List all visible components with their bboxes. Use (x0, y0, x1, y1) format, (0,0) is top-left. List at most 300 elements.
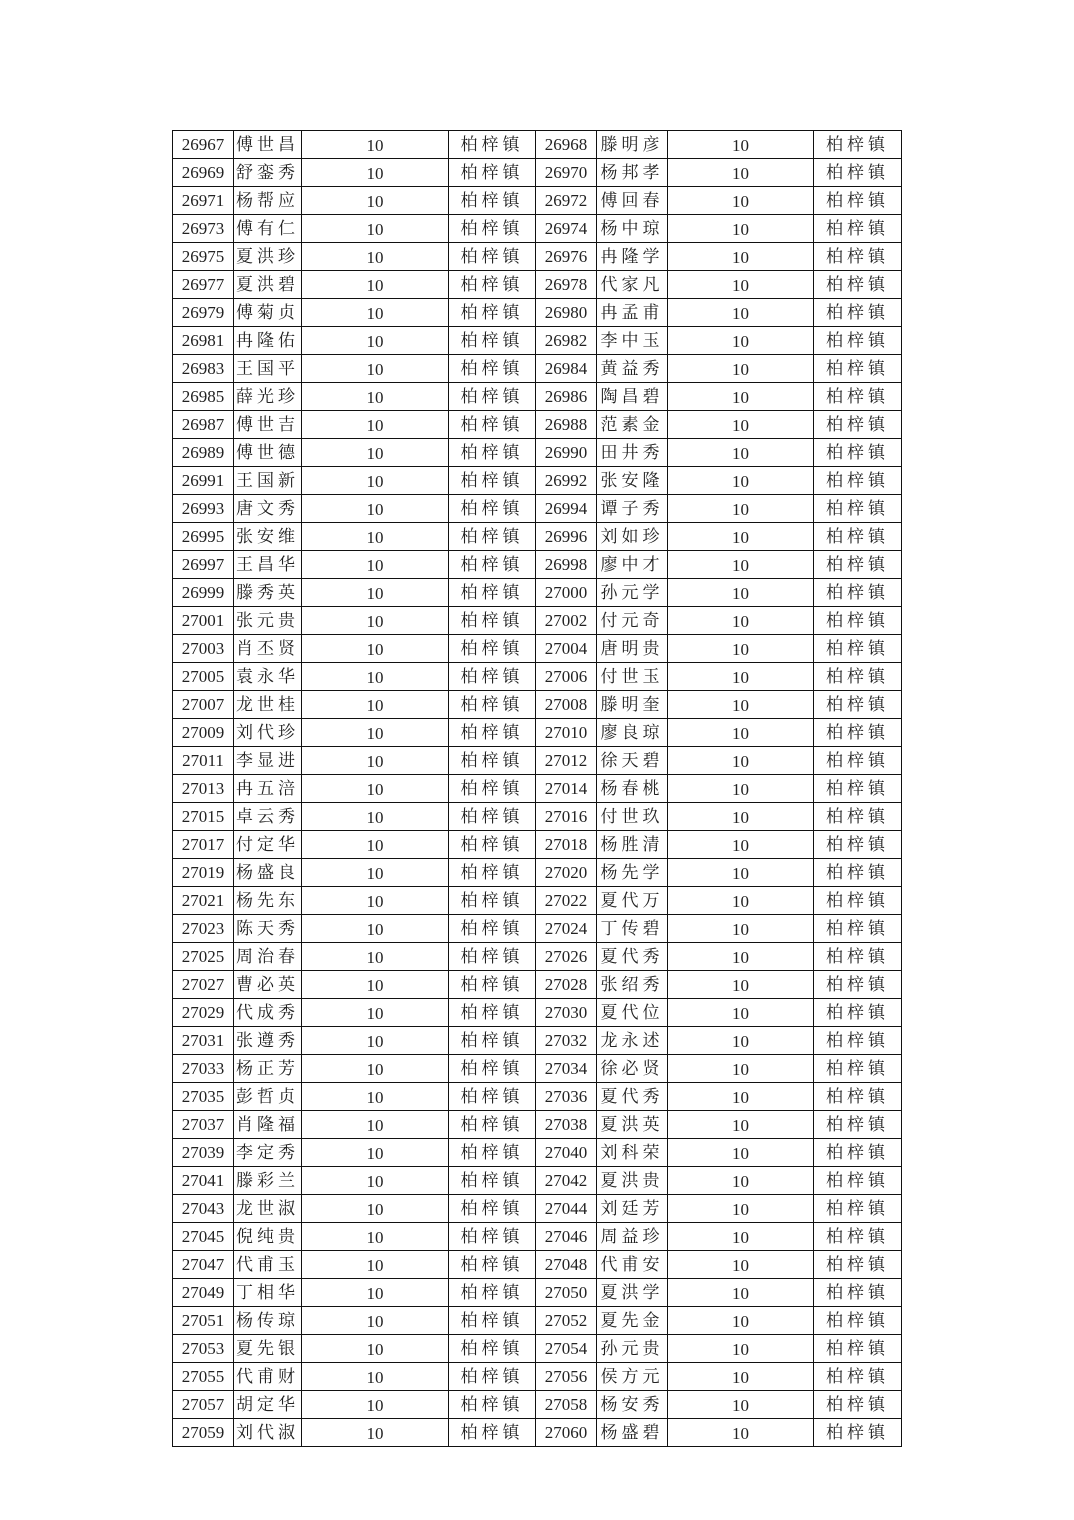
right-amount-cell: 10 (668, 243, 814, 271)
left-amount-cell: 10 (302, 607, 449, 635)
table-row (173, 999, 902, 1027)
right-id-cell: 27052 (536, 1307, 597, 1335)
right-amount-cell: 10 (668, 1139, 814, 1167)
right-id-cell: 27042 (536, 1167, 597, 1195)
right-town-cell: 柏梓镇 (814, 887, 902, 915)
left-amount-cell: 10 (302, 523, 449, 551)
left-name-cell: 陈天秀 (234, 915, 302, 943)
left-name-cell: 杨先东 (234, 887, 302, 915)
right-town-cell: 柏梓镇 (814, 999, 902, 1027)
right-name-cell: 侯方元 (597, 1363, 668, 1391)
left-town-cell: 柏梓镇 (449, 495, 536, 523)
left-amount-cell: 10 (302, 1195, 449, 1223)
table-row (173, 523, 902, 551)
right-amount-cell: 10 (668, 999, 814, 1027)
left-amount-cell: 10 (302, 1055, 449, 1083)
left-id-cell: 26989 (173, 439, 234, 467)
table-row (173, 1139, 902, 1167)
left-amount-cell: 10 (302, 1139, 449, 1167)
right-town-cell: 柏梓镇 (814, 439, 902, 467)
table-row (173, 215, 902, 243)
left-name-cell: 夏先银 (234, 1335, 302, 1363)
table-row (173, 243, 902, 271)
right-id-cell: 27034 (536, 1055, 597, 1083)
right-town-cell: 柏梓镇 (814, 1363, 902, 1391)
right-id-cell: 27056 (536, 1363, 597, 1391)
right-id-cell: 26992 (536, 467, 597, 495)
left-amount-cell: 10 (302, 1307, 449, 1335)
right-amount-cell: 10 (668, 915, 814, 943)
left-town-cell: 柏梓镇 (449, 1083, 536, 1111)
right-id-cell: 27028 (536, 971, 597, 999)
right-name-cell: 丁传碧 (597, 915, 668, 943)
right-id-cell: 26968 (536, 131, 597, 159)
left-name-cell: 滕秀英 (234, 579, 302, 607)
left-town-cell: 柏梓镇 (449, 1139, 536, 1167)
right-amount-cell: 10 (668, 1055, 814, 1083)
left-amount-cell: 10 (302, 1111, 449, 1139)
left-id-cell: 27055 (173, 1363, 234, 1391)
right-amount-cell: 10 (668, 1419, 814, 1447)
right-amount-cell: 10 (668, 663, 814, 691)
left-amount-cell: 10 (302, 243, 449, 271)
left-town-cell: 柏梓镇 (449, 383, 536, 411)
right-amount-cell: 10 (668, 187, 814, 215)
right-id-cell: 27032 (536, 1027, 597, 1055)
right-id-cell: 26994 (536, 495, 597, 523)
left-name-cell: 王国平 (234, 355, 302, 383)
right-id-cell: 26976 (536, 243, 597, 271)
right-amount-cell: 10 (668, 131, 814, 159)
right-town-cell: 柏梓镇 (814, 215, 902, 243)
left-amount-cell: 10 (302, 1251, 449, 1279)
left-name-cell: 袁永华 (234, 663, 302, 691)
right-name-cell: 付世玉 (597, 663, 668, 691)
left-town-cell: 柏梓镇 (449, 551, 536, 579)
left-town-cell: 柏梓镇 (449, 971, 536, 999)
right-name-cell: 付元奇 (597, 607, 668, 635)
left-amount-cell: 10 (302, 943, 449, 971)
left-name-cell: 卓云秀 (234, 803, 302, 831)
right-id-cell: 27012 (536, 747, 597, 775)
right-id-cell: 26970 (536, 159, 597, 187)
right-id-cell: 27058 (536, 1391, 597, 1419)
right-id-cell: 27054 (536, 1335, 597, 1363)
right-id-cell: 26984 (536, 355, 597, 383)
right-name-cell: 付世玖 (597, 803, 668, 831)
left-town-cell: 柏梓镇 (449, 1279, 536, 1307)
left-id-cell: 27035 (173, 1083, 234, 1111)
right-id-cell: 27020 (536, 859, 597, 887)
left-amount-cell: 10 (302, 411, 449, 439)
left-amount-cell: 10 (302, 691, 449, 719)
left-town-cell: 柏梓镇 (449, 159, 536, 187)
right-amount-cell: 10 (668, 1027, 814, 1055)
right-town-cell: 柏梓镇 (814, 271, 902, 299)
right-town-cell: 柏梓镇 (814, 411, 902, 439)
left-name-cell: 倪纯贵 (234, 1223, 302, 1251)
left-name-cell: 张元贵 (234, 607, 302, 635)
left-name-cell: 彭哲贞 (234, 1083, 302, 1111)
left-id-cell: 27047 (173, 1251, 234, 1279)
left-id-cell: 27051 (173, 1307, 234, 1335)
right-name-cell: 谭子秀 (597, 495, 668, 523)
left-id-cell: 27037 (173, 1111, 234, 1139)
right-id-cell: 27008 (536, 691, 597, 719)
table-row (173, 467, 902, 495)
right-name-cell: 刘科荣 (597, 1139, 668, 1167)
right-town-cell: 柏梓镇 (814, 1279, 902, 1307)
left-name-cell: 杨传琼 (234, 1307, 302, 1335)
left-id-cell: 26991 (173, 467, 234, 495)
left-name-cell: 唐文秀 (234, 495, 302, 523)
right-amount-cell: 10 (668, 775, 814, 803)
left-amount-cell: 10 (302, 999, 449, 1027)
left-name-cell: 王昌华 (234, 551, 302, 579)
right-id-cell: 27006 (536, 663, 597, 691)
right-id-cell: 26988 (536, 411, 597, 439)
right-name-cell: 唐明贵 (597, 635, 668, 663)
left-town-cell: 柏梓镇 (449, 803, 536, 831)
left-town-cell: 柏梓镇 (449, 467, 536, 495)
left-town-cell: 柏梓镇 (449, 1363, 536, 1391)
right-id-cell: 26996 (536, 523, 597, 551)
right-name-cell: 黄益秀 (597, 355, 668, 383)
table-row (173, 1335, 902, 1363)
table-row (173, 887, 902, 915)
right-id-cell: 27022 (536, 887, 597, 915)
left-amount-cell: 10 (302, 831, 449, 859)
left-name-cell: 刘代珍 (234, 719, 302, 747)
left-name-cell: 付定华 (234, 831, 302, 859)
right-name-cell: 杨先学 (597, 859, 668, 887)
right-name-cell: 代家凡 (597, 271, 668, 299)
left-name-cell: 胡定华 (234, 1391, 302, 1419)
left-id-cell: 26969 (173, 159, 234, 187)
left-name-cell: 李显进 (234, 747, 302, 775)
right-id-cell: 26974 (536, 215, 597, 243)
right-town-cell: 柏梓镇 (814, 1139, 902, 1167)
left-amount-cell: 10 (302, 1419, 449, 1447)
table-body (173, 131, 902, 1447)
left-name-cell: 张遵秀 (234, 1027, 302, 1055)
left-amount-cell: 10 (302, 887, 449, 915)
table-row (173, 1027, 902, 1055)
right-amount-cell: 10 (668, 523, 814, 551)
right-town-cell: 柏梓镇 (814, 187, 902, 215)
left-town-cell: 柏梓镇 (449, 1055, 536, 1083)
left-amount-cell: 10 (302, 1279, 449, 1307)
table-row (173, 579, 902, 607)
table-row (173, 1167, 902, 1195)
right-name-cell: 徐天碧 (597, 747, 668, 775)
left-amount-cell: 10 (302, 663, 449, 691)
left-id-cell: 27005 (173, 663, 234, 691)
left-name-cell: 夏洪碧 (234, 271, 302, 299)
table-row (173, 1279, 902, 1307)
table-row (173, 635, 902, 663)
left-town-cell: 柏梓镇 (449, 943, 536, 971)
right-town-cell: 柏梓镇 (814, 1251, 902, 1279)
right-town-cell: 柏梓镇 (814, 467, 902, 495)
right-amount-cell: 10 (668, 943, 814, 971)
table-row (173, 1307, 902, 1335)
left-amount-cell: 10 (302, 271, 449, 299)
left-town-cell: 柏梓镇 (449, 215, 536, 243)
right-name-cell: 田井秀 (597, 439, 668, 467)
left-id-cell: 26999 (173, 579, 234, 607)
left-town-cell: 柏梓镇 (449, 1111, 536, 1139)
right-amount-cell: 10 (668, 439, 814, 467)
left-name-cell: 龙世淑 (234, 1195, 302, 1223)
table-row (173, 1083, 902, 1111)
left-id-cell: 27009 (173, 719, 234, 747)
right-name-cell: 杨盛碧 (597, 1419, 668, 1447)
right-town-cell: 柏梓镇 (814, 495, 902, 523)
table-row (173, 943, 902, 971)
left-id-cell: 27003 (173, 635, 234, 663)
left-id-cell: 27001 (173, 607, 234, 635)
right-town-cell: 柏梓镇 (814, 159, 902, 187)
left-name-cell: 杨正芳 (234, 1055, 302, 1083)
right-name-cell: 孙元贵 (597, 1335, 668, 1363)
left-town-cell: 柏梓镇 (449, 747, 536, 775)
left-name-cell: 夏洪珍 (234, 243, 302, 271)
left-amount-cell: 10 (302, 383, 449, 411)
right-amount-cell: 10 (668, 355, 814, 383)
right-amount-cell: 10 (668, 691, 814, 719)
left-id-cell: 27027 (173, 971, 234, 999)
right-amount-cell: 10 (668, 579, 814, 607)
left-town-cell: 柏梓镇 (449, 999, 536, 1027)
left-amount-cell: 10 (302, 1391, 449, 1419)
table-row (173, 719, 902, 747)
left-amount-cell: 10 (302, 131, 449, 159)
left-name-cell: 周治春 (234, 943, 302, 971)
right-id-cell: 26990 (536, 439, 597, 467)
right-town-cell: 柏梓镇 (814, 1055, 902, 1083)
right-town-cell: 柏梓镇 (814, 1083, 902, 1111)
left-amount-cell: 10 (302, 1223, 449, 1251)
left-name-cell: 刘代淑 (234, 1419, 302, 1447)
left-name-cell: 杨帮应 (234, 187, 302, 215)
left-id-cell: 27029 (173, 999, 234, 1027)
right-name-cell: 夏代位 (597, 999, 668, 1027)
right-name-cell: 龙永述 (597, 1027, 668, 1055)
left-name-cell: 丁相华 (234, 1279, 302, 1307)
left-town-cell: 柏梓镇 (449, 131, 536, 159)
right-amount-cell: 10 (668, 299, 814, 327)
right-name-cell: 冉孟甫 (597, 299, 668, 327)
right-name-cell: 滕明奎 (597, 691, 668, 719)
left-id-cell: 27049 (173, 1279, 234, 1307)
right-town-cell: 柏梓镇 (814, 243, 902, 271)
right-id-cell: 27030 (536, 999, 597, 1027)
left-town-cell: 柏梓镇 (449, 663, 536, 691)
left-town-cell: 柏梓镇 (449, 299, 536, 327)
left-town-cell: 柏梓镇 (449, 831, 536, 859)
right-name-cell: 张安隆 (597, 467, 668, 495)
right-town-cell: 柏梓镇 (814, 383, 902, 411)
table-row (173, 915, 902, 943)
table-row (173, 299, 902, 327)
right-amount-cell: 10 (668, 383, 814, 411)
left-amount-cell: 10 (302, 327, 449, 355)
left-id-cell: 26995 (173, 523, 234, 551)
right-name-cell: 夏代秀 (597, 1083, 668, 1111)
left-amount-cell: 10 (302, 971, 449, 999)
left-id-cell: 27019 (173, 859, 234, 887)
right-town-cell: 柏梓镇 (814, 663, 902, 691)
table-row (173, 1111, 902, 1139)
right-town-cell: 柏梓镇 (814, 859, 902, 887)
right-id-cell: 27026 (536, 943, 597, 971)
left-id-cell: 26985 (173, 383, 234, 411)
right-amount-cell: 10 (668, 551, 814, 579)
right-id-cell: 27046 (536, 1223, 597, 1251)
right-town-cell: 柏梓镇 (814, 355, 902, 383)
left-amount-cell: 10 (302, 719, 449, 747)
left-town-cell: 柏梓镇 (449, 775, 536, 803)
left-id-cell: 27021 (173, 887, 234, 915)
table-row (173, 775, 902, 803)
right-town-cell: 柏梓镇 (814, 327, 902, 355)
table-row (173, 187, 902, 215)
right-name-cell: 李中玉 (597, 327, 668, 355)
right-name-cell: 夏先金 (597, 1307, 668, 1335)
right-town-cell: 柏梓镇 (814, 1111, 902, 1139)
right-town-cell: 柏梓镇 (814, 719, 902, 747)
right-town-cell: 柏梓镇 (814, 747, 902, 775)
right-amount-cell: 10 (668, 971, 814, 999)
right-id-cell: 26982 (536, 327, 597, 355)
right-town-cell: 柏梓镇 (814, 299, 902, 327)
right-id-cell: 26986 (536, 383, 597, 411)
right-amount-cell: 10 (668, 1363, 814, 1391)
left-town-cell: 柏梓镇 (449, 243, 536, 271)
left-id-cell: 27023 (173, 915, 234, 943)
right-amount-cell: 10 (668, 887, 814, 915)
left-id-cell: 27059 (173, 1419, 234, 1447)
left-town-cell: 柏梓镇 (449, 1335, 536, 1363)
left-town-cell: 柏梓镇 (449, 1167, 536, 1195)
table-row (173, 1391, 902, 1419)
right-town-cell: 柏梓镇 (814, 691, 902, 719)
right-town-cell: 柏梓镇 (814, 551, 902, 579)
left-amount-cell: 10 (302, 299, 449, 327)
right-id-cell: 27014 (536, 775, 597, 803)
left-id-cell: 26967 (173, 131, 234, 159)
left-town-cell: 柏梓镇 (449, 1027, 536, 1055)
left-name-cell: 傅世吉 (234, 411, 302, 439)
right-id-cell: 27024 (536, 915, 597, 943)
left-amount-cell: 10 (302, 1027, 449, 1055)
left-name-cell: 杨盛良 (234, 859, 302, 887)
right-name-cell: 周益珍 (597, 1223, 668, 1251)
left-amount-cell: 10 (302, 551, 449, 579)
right-town-cell: 柏梓镇 (814, 943, 902, 971)
right-id-cell: 27060 (536, 1419, 597, 1447)
left-id-cell: 26983 (173, 355, 234, 383)
right-name-cell: 杨春桃 (597, 775, 668, 803)
left-id-cell: 26973 (173, 215, 234, 243)
table-row (173, 607, 902, 635)
right-town-cell: 柏梓镇 (814, 1167, 902, 1195)
table-row (173, 691, 902, 719)
table-row (173, 383, 902, 411)
left-town-cell: 柏梓镇 (449, 1307, 536, 1335)
right-town-cell: 柏梓镇 (814, 1335, 902, 1363)
right-name-cell: 代甫安 (597, 1251, 668, 1279)
left-town-cell: 柏梓镇 (449, 719, 536, 747)
left-town-cell: 柏梓镇 (449, 1391, 536, 1419)
right-id-cell: 26972 (536, 187, 597, 215)
left-amount-cell: 10 (302, 495, 449, 523)
right-amount-cell: 10 (668, 1083, 814, 1111)
table-row (173, 1055, 902, 1083)
left-id-cell: 27057 (173, 1391, 234, 1419)
right-amount-cell: 10 (668, 1167, 814, 1195)
right-name-cell: 夏代万 (597, 887, 668, 915)
right-name-cell: 滕明彦 (597, 131, 668, 159)
left-id-cell: 26979 (173, 299, 234, 327)
left-amount-cell: 10 (302, 187, 449, 215)
right-amount-cell: 10 (668, 411, 814, 439)
right-amount-cell: 10 (668, 1195, 814, 1223)
right-town-cell: 柏梓镇 (814, 831, 902, 859)
right-amount-cell: 10 (668, 747, 814, 775)
right-amount-cell: 10 (668, 467, 814, 495)
table-row (173, 131, 902, 159)
table-row (173, 159, 902, 187)
right-town-cell: 柏梓镇 (814, 579, 902, 607)
left-name-cell: 冉五涪 (234, 775, 302, 803)
left-id-cell: 27043 (173, 1195, 234, 1223)
left-amount-cell: 10 (302, 159, 449, 187)
right-amount-cell: 10 (668, 215, 814, 243)
right-town-cell: 柏梓镇 (814, 607, 902, 635)
left-amount-cell: 10 (302, 635, 449, 663)
right-amount-cell: 10 (668, 1335, 814, 1363)
table-row (173, 355, 902, 383)
table-row (173, 831, 902, 859)
right-town-cell: 柏梓镇 (814, 1223, 902, 1251)
left-name-cell: 滕彩兰 (234, 1167, 302, 1195)
right-id-cell: 26980 (536, 299, 597, 327)
right-amount-cell: 10 (668, 635, 814, 663)
table-row (173, 1419, 902, 1447)
right-id-cell: 27016 (536, 803, 597, 831)
roster-table (172, 130, 902, 1447)
left-name-cell: 冉隆佑 (234, 327, 302, 355)
left-id-cell: 27053 (173, 1335, 234, 1363)
right-id-cell: 27018 (536, 831, 597, 859)
right-id-cell: 27038 (536, 1111, 597, 1139)
right-id-cell: 26998 (536, 551, 597, 579)
table-row (173, 495, 902, 523)
right-id-cell: 27048 (536, 1251, 597, 1279)
right-amount-cell: 10 (668, 803, 814, 831)
left-name-cell: 龙世桂 (234, 691, 302, 719)
right-name-cell: 杨中琼 (597, 215, 668, 243)
right-id-cell: 27002 (536, 607, 597, 635)
right-amount-cell: 10 (668, 1391, 814, 1419)
left-town-cell: 柏梓镇 (449, 187, 536, 215)
left-amount-cell: 10 (302, 1335, 449, 1363)
left-name-cell: 傅菊贞 (234, 299, 302, 327)
right-town-cell: 柏梓镇 (814, 635, 902, 663)
right-id-cell: 27036 (536, 1083, 597, 1111)
